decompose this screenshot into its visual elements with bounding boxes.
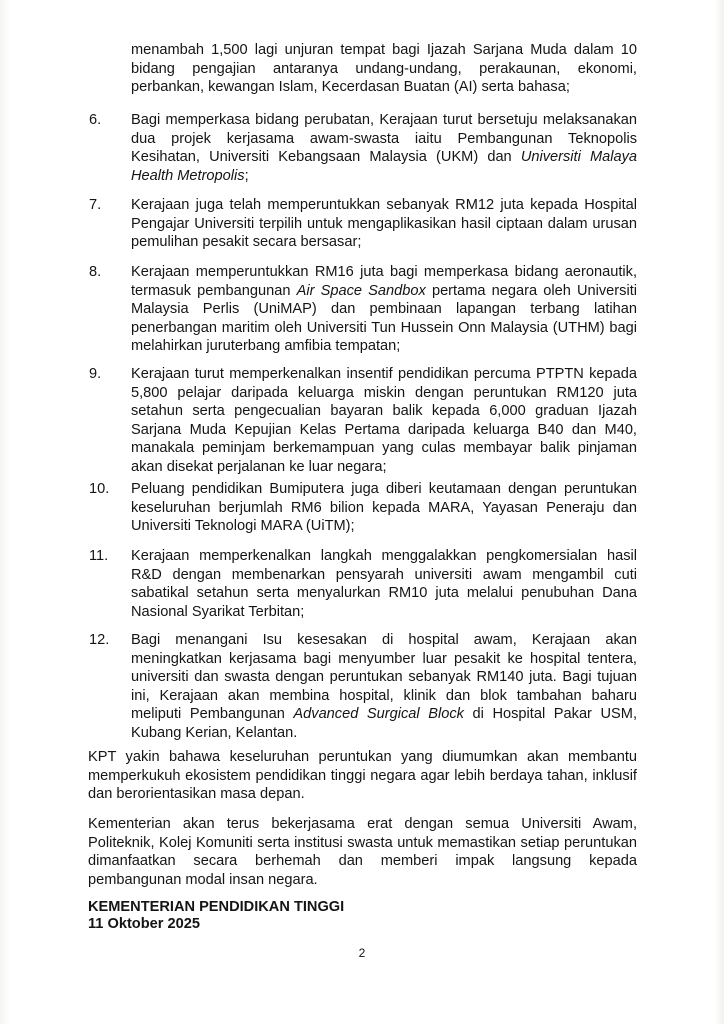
item-text: menambah 1,500 lagi unjuran tempat bagi Ijazah Sarjana Muda dalam 10 bidang pengajian antaranya undang-undang, perakaunan, ekonomi, perbankan, kewangan Islam, Kecerdasan Buatan (AI) serta bahasa; [131, 42, 637, 96]
list-item-8 [131, 263, 637, 356]
closing-organization: KEMENTERIAN PENDIDIKAN TINGGI [88, 899, 345, 915]
item-text: di Hospital Pakar USM, Kubang Kerian, Kelantan. [131, 706, 637, 741]
list-number-10: 10. [89, 481, 110, 497]
list-number-7: 7. [89, 197, 102, 213]
list-number-6: 6. [89, 112, 102, 128]
item-text: Kerajaan juga telah memperuntukkan sebanyak RM12 juta kepada Hospital Pengajar Universiti terpilih untuk mengaplikasikan hasil ciptaan dalam urusan pemulihan pesakit secara bersasar; [131, 197, 637, 251]
list-item-6 [131, 111, 637, 185]
list-item-12 [131, 631, 637, 743]
item-text-italic: Advanced Surgical Block [293, 706, 464, 723]
item-text: Kerajaan memperkenalkan langkah menggalakkan pengkomersialan hasil R&D dengan membenarkan pensyarah universiti awam mengambil cuti sabatikal setahun serta menyalurkan RM10 juta melalui penubuhan Dana Nasional Syarikat Terbitan; [131, 548, 637, 620]
list-item-10 [131, 480, 637, 536]
page-number: 2 [358, 946, 366, 960]
list-number-12: 12. [89, 632, 110, 648]
paragraph-kpt: KPT yakin bahawa keseluruhan peruntukan yang diumumkan akan membantu memperkukuh ekosistem pendidikan tinggi negara agar lebih berdaya tahan, inklusif dan berorientasikan masa depan. [88, 749, 637, 803]
item-text-italic: Air Space Sandbox [296, 282, 426, 299]
item-text-italic: Universiti Malaya Health Metropolis [131, 149, 637, 184]
closing-date: 11 Oktober 2025 [88, 916, 200, 932]
list-item-9 [131, 365, 637, 477]
item-text: Kerajaan memperuntukkan RM16 juta bagi memperkasa bidang aeronautik, termasuk pembangunan [131, 264, 637, 299]
item-text: ; [244, 167, 249, 184]
item-text: Bagi memperkasa bidang perubatan, Kerajaan turut bersetuju melaksanakan dua projek kerjasama awam-swasta iaitu Pembangunan Teknopolis Kesihatan, Universiti Kebangsaan Malaysia (UKM) dan [131, 112, 637, 166]
list-number-8: 8. [89, 264, 102, 280]
item-text: Kerajaan turut memperkenalkan insentif pendidikan percuma PTPTN kepada 5,800 pelajar daripada keluarga miskin dengan peruntukan RM120 juta setahun serta pengecualian bayaran balik kepada 6,000 graduan Ijazah Sarjana Muda Kepujian Kelas Pertama daripada keluarga B40 dan M40, manakala peminjam berkemampuan yang culas membayar balik pinjaman akan disekat perjalanan ke luar negara; [131, 366, 637, 475]
item-text: pertama negara oleh Universiti Malaysia Perlis (UniMAP) dan pembinaan lapangan terbang latihan penerbangan maritim oleh Universiti Tun Hussein Onn Malaysia (UTHM) bagi melahirkan juruterbang amfibia tempatan; [131, 282, 637, 355]
list-item-continuation [131, 41, 637, 97]
item-text: Bagi menangani Isu kesesakan di hospital awam, Kerajaan akan meningkatkan kerjasama bagi menyumber luar pesakit ke hospital tentera, universiti dan swasta dengan peruntukan sebanyak RM140 juta. Bagi tujuan ini, Kerajaan akan membina hospital, klinik dan blok tambahan baharu meliputi Pembangunan [131, 632, 637, 723]
list-item-11 [131, 547, 637, 621]
paragraph-kementerian: Kementerian akan terus bekerjasama erat dengan semua Universiti Awam, Politeknik, Kolej Komuniti serta institusi swasta untuk memastikan setiap peruntukan dimanfaatkan secara berhemah dan memberi impak langsung kepada pembangunan modal insan negara. [88, 816, 637, 888]
list-number-9: 9. [89, 366, 102, 382]
item-text: Peluang pendidikan Bumiputera juga diberi keutamaan dengan peruntukan keseluruhan berjumlah RM6 bilion kepada MARA, Yayasan Peneraju dan Universiti Teknologi MARA (UiTM); [131, 481, 637, 535]
list-item-7 [131, 196, 637, 252]
list-number-11: 11. [89, 548, 109, 564]
